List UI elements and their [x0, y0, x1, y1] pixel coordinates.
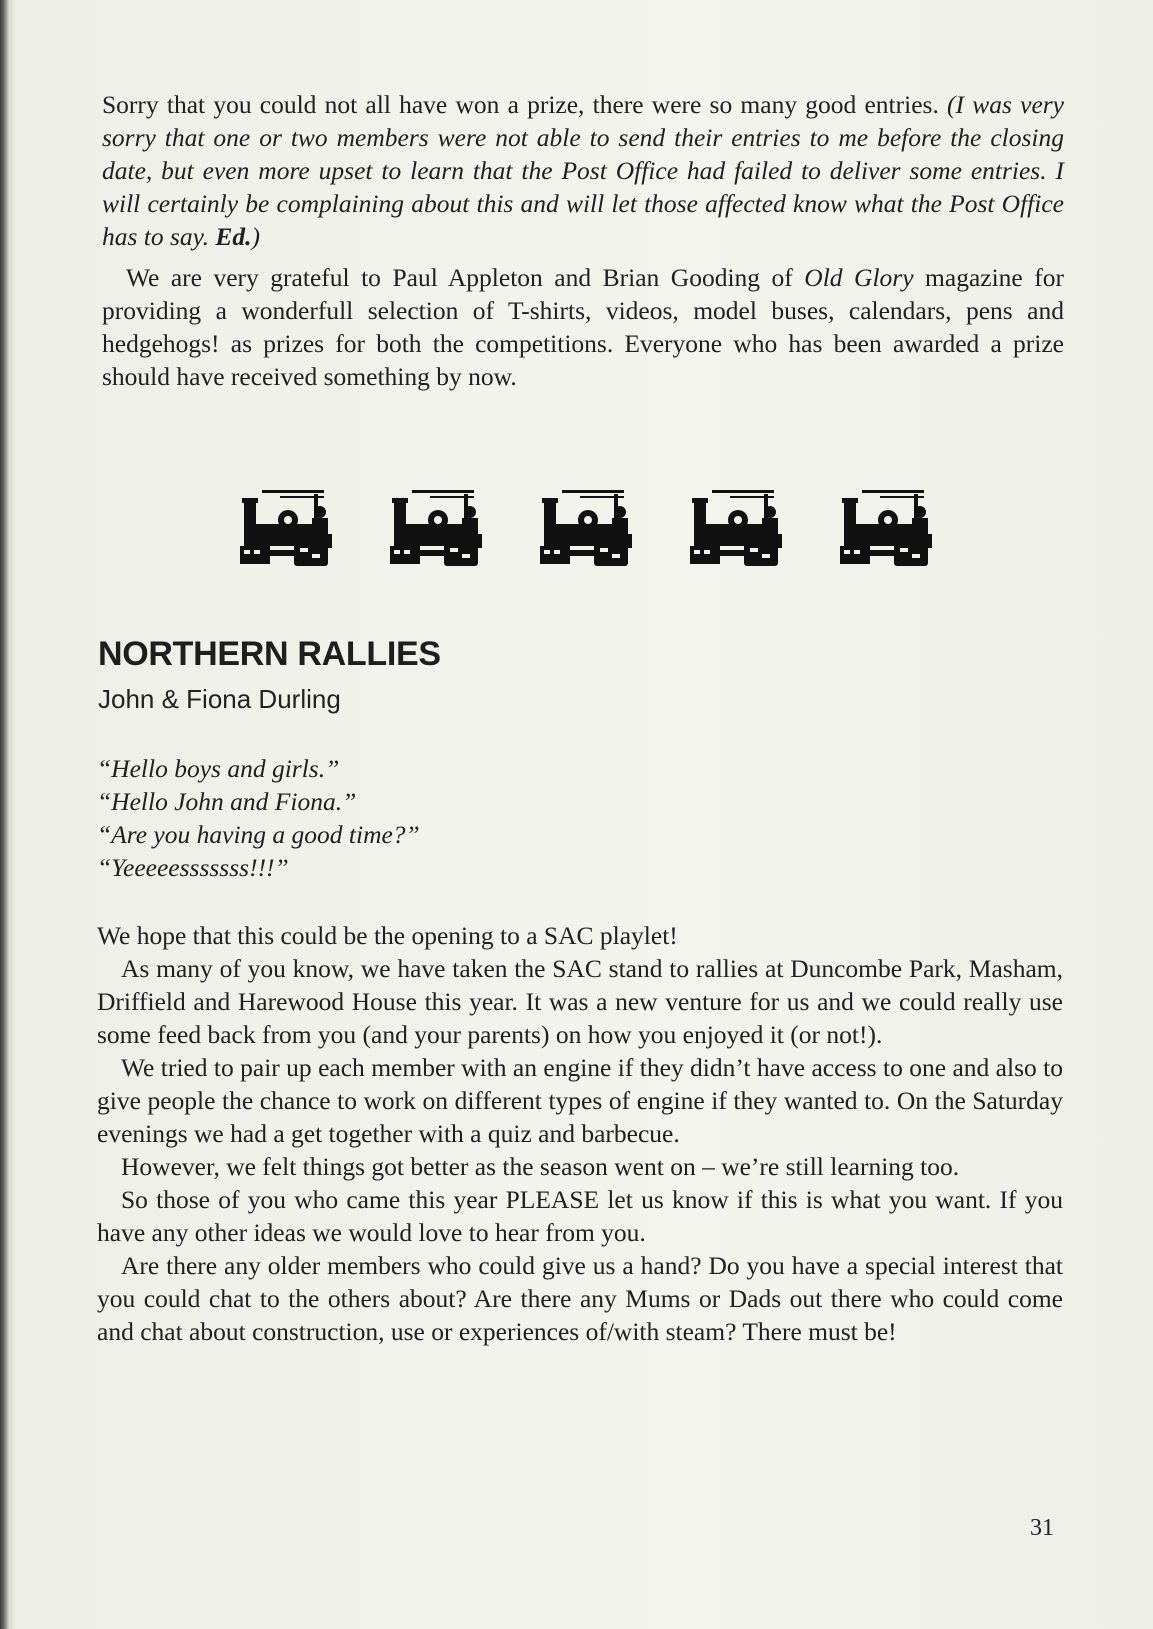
article-byline: John & Fiona Durling — [98, 684, 341, 714]
traction-engine-icon — [540, 488, 636, 568]
thanks-before: We are very grateful to Paul Appleton and Brian Gooding of — [126, 263, 805, 292]
thanks-paragraph — [102, 261, 1064, 393]
traction-engine-icon — [240, 488, 336, 568]
body-paragraph: As many of you know, we have taken the SAC stand to rallies at Duncombe Park, Masham, Driffield and Harewood House this year. It was a new venture for us and we could really use some feed back from you (and your parents) on how you enjoyed it (or not!). — [97, 954, 1063, 1049]
intro-paragraph — [102, 88, 1064, 253]
editor-signature: Ed. — [215, 222, 252, 251]
traction-engine-icon — [840, 488, 936, 568]
body-paragraph: Are there any older members who could give us a hand? Do you have a special interest that you could chat to the others about? Are there any Mums or Dads out there who could come and chat about construction, use or experiences of/with steam? There must be! — [97, 1251, 1063, 1346]
traction-engine-icon — [390, 488, 486, 568]
editor-note-close: ) — [251, 222, 260, 251]
dialogue-block — [97, 752, 420, 884]
article-body — [97, 919, 1063, 1348]
body-paragraph: We tried to pair up each member with an engine if they didn’t have access to one and also to give people the chance to work on different types of engine if they wanted to. On the Saturday evenings we had a get together with a quiz and barbecue. — [97, 1053, 1063, 1148]
dialogue-line: “Yeeeeesssssss!!!” — [97, 853, 289, 882]
engine-divider — [240, 488, 940, 568]
page-number: 31 — [1030, 1515, 1054, 1541]
traction-engine-icon — [690, 488, 786, 568]
body-paragraph: We hope that this could be the opening to a SAC playlet! — [97, 921, 678, 950]
intro-text: Sorry that you could not all have won a prize, there were so many good entries. — [102, 90, 948, 119]
dialogue-line: “Are you having a good time?” — [97, 820, 420, 849]
dialogue-line: “Hello John and Fiona.” — [97, 787, 357, 816]
magazine-name: Old Glory — [804, 263, 914, 292]
body-paragraph: However, we felt things got better as the season went on – we’re still learning too. — [121, 1152, 960, 1181]
body-paragraph: So those of you who came this year PLEASE let us know if this is what you want. If you have any other ideas we would love to hear from you. — [97, 1185, 1063, 1247]
thanks-after: magazine for providing a wonderfull selection of T-shirts, videos, model buses, calendars, pens and hedgehogs! as prizes for both the competitions. Everyone who has been awarded a prize should have received something by now. — [102, 263, 1064, 391]
dialogue-line: “Hello boys and girls.” — [97, 754, 340, 783]
editor-note-text: (I was very sorry that one or two members were not able to send their entries to me before the closing date, but even more upset to learn that the Post Office had failed to deliver some entries. I will certainly be complaining about this and will let those affected know what the Post Office has to say. — [102, 90, 1064, 251]
article-title: NORTHERN RALLIES — [98, 635, 441, 673]
